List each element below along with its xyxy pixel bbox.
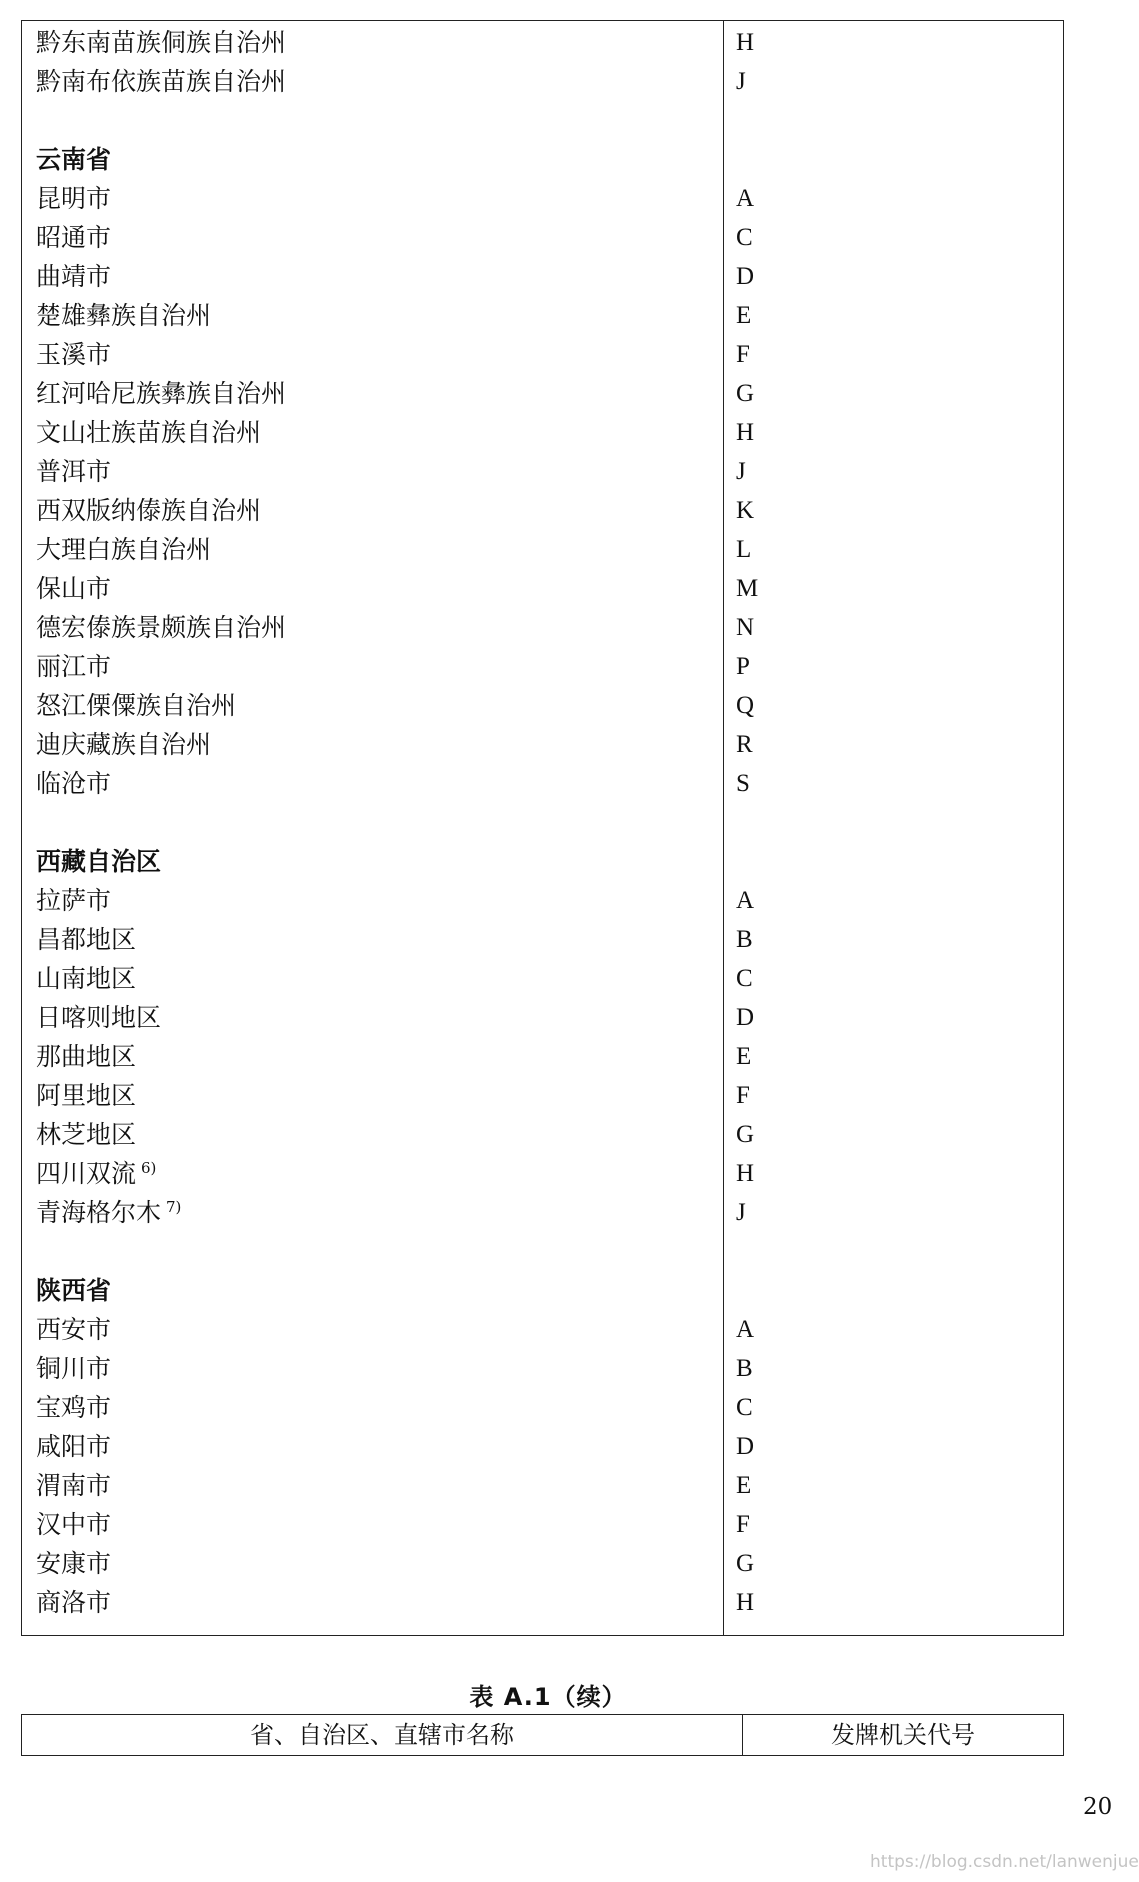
issuer-code: R [736,731,753,758]
issuer-code: A [736,887,755,914]
issuer-code: A [736,1316,755,1343]
blank-row [22,803,1063,842]
table-row [22,1505,1063,1544]
table-row [22,1427,1063,1466]
table-row [22,647,1063,686]
region-name: 西双版纳傣族自治州 [36,496,262,525]
region-name: 拉萨市 [36,886,112,915]
issuer-code: F [736,1511,750,1538]
table-row [22,1193,1063,1232]
table-row [22,608,1063,647]
table-row [22,179,1063,218]
issuer-code: E [736,1043,752,1070]
issuer-code: K [736,497,755,524]
blank-row [22,101,1063,140]
region-name: 红河哈尼族彝族自治州 [36,379,287,408]
table-row [22,1349,1063,1388]
page-number: 20 [1083,1794,1113,1820]
table-row [22,725,1063,764]
region-name: 昆明市 [36,184,112,213]
table-row [22,1388,1063,1427]
issuer-code: G [736,380,755,407]
table-row [22,218,1063,257]
region-name: 大理白族自治州 [36,535,212,564]
footnote-marker: 7) [166,1197,182,1216]
table-row [22,452,1063,491]
issuer-code: E [736,302,752,329]
header-region-name: 省、自治区、直辖市名称 [250,1721,514,1749]
region-name: 汉中市 [36,1510,112,1539]
province-header-row [22,1271,1063,1310]
issuer-code: M [736,575,759,602]
region-name: 山南地区 [36,964,137,993]
issuer-code: H [736,1160,755,1187]
issuer-code: P [736,653,750,680]
region-name: 临沧市 [36,769,112,798]
province-header-row [22,842,1063,881]
region-name: 德宏傣族景颇族自治州 [36,613,287,642]
region-name: 那曲地区 [36,1042,137,1071]
region-name: 宝鸡市 [36,1393,112,1422]
table-row [22,296,1063,335]
region-name: 日喀则地区 [36,1003,162,1032]
issuer-code: B [736,926,753,953]
issuer-code: C [736,224,753,251]
table-row [22,257,1063,296]
table-row [22,569,1063,608]
issuer-code: A [736,185,755,212]
issuer-code: G [736,1121,755,1148]
table-row [22,335,1063,374]
issuer-code: D [736,1433,755,1460]
region-name: 黔南布依族苗族自治州 [36,67,287,96]
region-name: 四川双流 $^{6)}$ [36,1158,157,1188]
issuer-code: J [736,68,746,95]
footnote-marker: 6) [141,1158,157,1177]
table-row [22,1076,1063,1115]
region-name: 商洛市 [36,1588,112,1617]
region-name: 昭通市 [36,223,112,252]
region-name: 昌都地区 [36,925,137,954]
table-row [22,998,1063,1037]
issuer-code: L [736,536,752,563]
blank-row [22,1232,1063,1271]
issuer-code: N [736,614,755,641]
region-name: 青海格尔木 $^{7)}$ [36,1197,182,1227]
issuer-code: C [736,1394,753,1421]
code-table [21,20,1064,1636]
region-name: 文山壮族苗族自治州 [36,418,262,447]
region-name: 安康市 [36,1549,112,1578]
issuer-code: F [736,341,750,368]
region-name: 丽江市 [36,652,112,681]
region-name: 铜川市 [36,1354,112,1383]
table-row [22,1154,1063,1193]
issuer-code: D [736,1004,755,1031]
table-rows [22,23,1063,1622]
issuer-code: H [736,1589,755,1616]
table-row [22,1544,1063,1583]
region-name: 西安市 [36,1315,112,1344]
issuer-code: G [736,1550,755,1577]
table-row [22,1310,1063,1349]
table-row [22,491,1063,530]
region-name: 迪庆藏族自治州 [36,730,212,759]
table-row [22,374,1063,413]
province-name: 陕西省 [36,1276,112,1305]
table-row [22,881,1063,920]
region-name: 阿里地区 [36,1081,137,1110]
region-name: 楚雄彝族自治州 [36,301,212,330]
issuer-code: J [736,1199,746,1226]
watermark: https://blog.csdn.net/lanwenjue [870,1852,1139,1872]
table-row [22,959,1063,998]
issuer-code: H [736,419,755,446]
province-name: 云南省 [36,145,112,174]
table-row [22,686,1063,725]
table-row [22,1583,1063,1622]
region-name: 曲靖市 [36,262,112,291]
region-name: 渭南市 [36,1471,112,1500]
table-row [22,62,1063,101]
province-header-row [22,140,1063,179]
issuer-code: S [736,770,750,797]
table-row [22,413,1063,452]
table-row [22,1037,1063,1076]
region-name: 黔东南苗族侗族自治州 [36,28,287,57]
table-row [22,764,1063,803]
issuer-code: C [736,965,753,992]
region-name: 玉溪市 [36,340,112,369]
header-issuer-code: 发牌机关代号 [831,1721,975,1749]
region-name: 怒江傈僳族自治州 [36,691,237,720]
issuer-code: E [736,1472,752,1499]
issuer-code: B [736,1355,753,1382]
table-row [22,23,1063,62]
table-row [22,530,1063,569]
continued-table-header [21,1714,1064,1756]
issuer-code: Q [736,692,755,719]
issuer-code: H [736,29,755,56]
issuer-code: D [736,263,755,290]
table-row [22,1466,1063,1505]
region-name: 保山市 [36,574,112,603]
table-row [22,920,1063,959]
region-name: 林芝地区 [36,1120,137,1149]
region-name: 咸阳市 [36,1432,112,1461]
table-caption: 表 A.1（续） [469,1683,627,1711]
issuer-code: J [736,458,746,485]
province-name: 西藏自治区 [36,847,162,876]
table-row [22,1115,1063,1154]
issuer-code: F [736,1082,750,1109]
region-name: 普洱市 [36,457,112,486]
